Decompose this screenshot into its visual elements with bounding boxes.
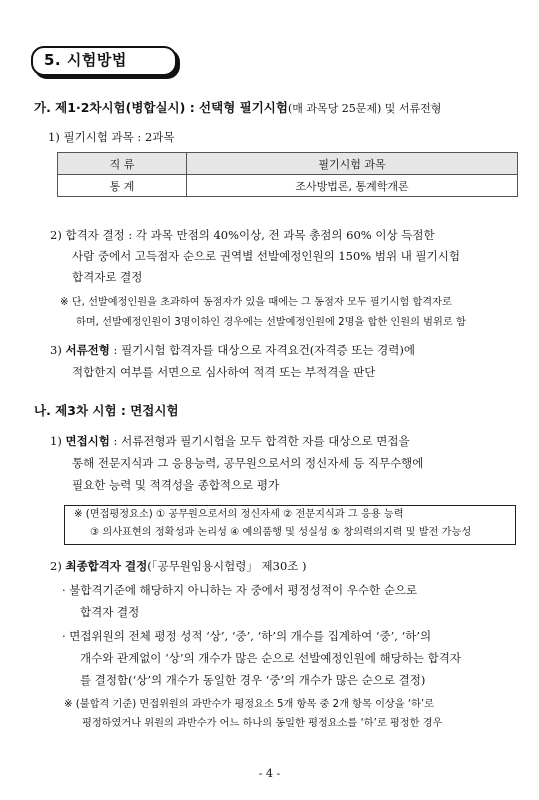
bullet2-line: 를 결정함(‘상’의 개수가 동일한 경우 ‘중’의 개수가 많은 순으로 결정): [80, 673, 426, 687]
part-a-note-line: 하며, 선발예정인원이 3명이하인 경우에는 선발예정인원에 2명을 합한 인원의 범위로 함: [76, 317, 466, 328]
fail-criteria-line: 평정하였거나 위원의 과반수가 어느 하나의 동일한 평정요소를 ‘하’로 평정한 경우: [82, 718, 443, 729]
fail-criteria-line: ※ (불합격 기준) 면접위원의 과반수가 평정요소 5개 항목 중 2개 항목 이상을 ‘하’로: [64, 699, 435, 710]
bullet2-line: · 면접위원의 전체 평정 성적 ‘상’, ‘중’, ‘하’의 개수를 집계하여 ‘중’, ‘하’의: [62, 629, 432, 643]
part-a-heading: [34, 98, 441, 118]
part-b-item1-line: [50, 432, 410, 450]
part-b-item1-line: 필요한 능력 및 적격성을 종합적으로 평가: [72, 478, 280, 492]
part-b-item1-num: 1): [50, 434, 62, 448]
evaluation-line: ※ (면접평정요소) ① 공무원으로서의 정신자세 ② 전문지식과 그 응용 능력: [74, 509, 404, 520]
part-b-item2-num: 2): [50, 559, 62, 573]
part-a-item2-line: 사람 중에서 고득점자 순으로 권역별 선발예정인원의 150% 범위 내 필기시험: [72, 249, 460, 263]
section-title: 5. 시험방법: [44, 51, 127, 69]
part-a-item3-label: 서류전형: [65, 343, 110, 357]
part-a-item2-line: 2) 합격자 결정 : 각 과목 만점의 40%이상, 전 과목 총점의 60% 이상 득점한: [50, 228, 435, 242]
bullet1-line: 합격자 결정: [80, 605, 140, 619]
exam-subject-table: [57, 152, 518, 197]
table-cell: 통 계: [58, 175, 187, 197]
bullet1-line: · 불합격기준에 해당하지 아니하는 자 중에서 평정성적이 우수한 순으로: [62, 583, 418, 597]
part-b-heading: 나. 제3차 시험 : 면접시험: [34, 403, 179, 418]
part-b-item1-text: : 서류전형과 필기시험을 모두 합격한 자를 대상으로 면접을: [109, 434, 410, 448]
part-a-item3-line: 적합한지 여부를 서면으로 심사하여 적격 또는 부적격을 판단: [72, 365, 376, 379]
part-a-item3-num: 3): [50, 343, 62, 357]
evaluation-line: ③ 의사표현의 정확성과 논리성 ④ 예의품행 및 성실성 ⑤ 창의력의지력 및 발전 가능성: [90, 527, 472, 538]
table-cell: 조사방법론, 통계학개론: [187, 175, 518, 197]
table-header-cell: 직 류: [58, 153, 187, 175]
part-b-item2-line: [50, 557, 307, 575]
part-b-item2-suffix: (「공무원임용시험령」 제30조 ): [147, 559, 307, 573]
part-b-item2-label: 최종합격자 결정: [65, 559, 148, 573]
bullet2-line: 개수와 관계없이 ‘상’의 개수가 많은 순으로 선발예정인원에 해당하는 합격자: [80, 651, 461, 665]
part-a-item3-line: [50, 341, 415, 359]
part-a-item2-line: 합격자로 결정: [72, 270, 143, 284]
table-row: [58, 175, 518, 197]
table-header-row: [58, 153, 518, 175]
table-header-cell: 필기시험 과목: [187, 153, 518, 175]
part-a-item3-text: : 필기시험 합격자를 대상으로 자격요건(자격증 또는 경력)에: [109, 343, 415, 357]
page-number: - 4 -: [258, 767, 281, 780]
part-a-item1: 1) 필기시험 과목 : 2과목: [48, 130, 175, 144]
part-a-heading-main: 가. 제1·2차시험(병합실시) : 선택형 필기시험: [34, 100, 288, 115]
part-a-note-line: ※ 단, 선발예정인원을 초과하여 동점자가 있을 때에는 그 동점자 모두 필기시험 합격자로: [60, 297, 452, 308]
part-b-item1-line: 통해 전문지식과 그 응용능력, 공무원으로서의 정신자세 등 직무수행에: [72, 456, 424, 470]
part-a-heading-suffix: (매 과목당 25문제) 및 서류전형: [287, 102, 442, 115]
part-b-item1-label: 면접시험: [65, 434, 110, 448]
